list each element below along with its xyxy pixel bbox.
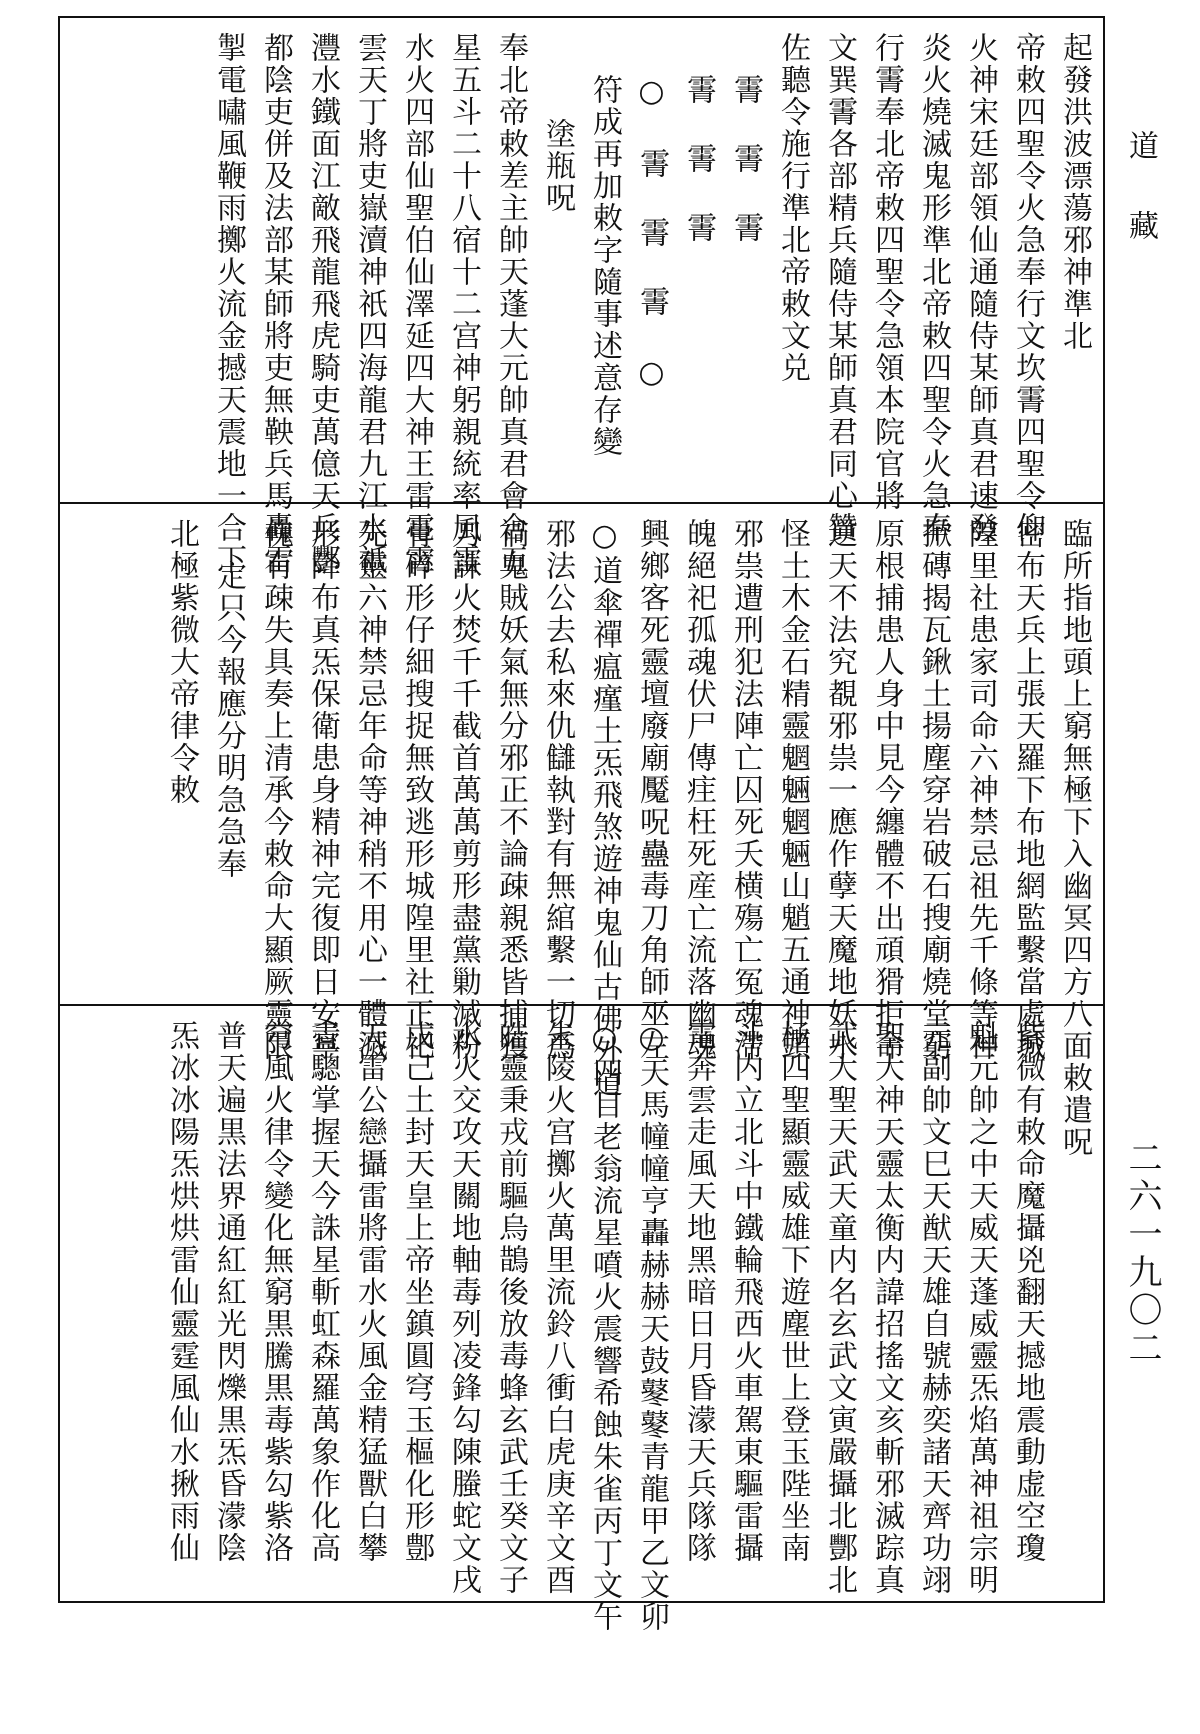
- text-column: 雲天丁將吏嶽瀆神祇四海龍君九江水祇: [352, 32, 387, 576]
- text-column: 掣電嘯風鞭雨擲火流金撼天震地一合下: [211, 32, 246, 576]
- text-column: 傀有疎失具奏上清承今敕命大顯厥靈限: [258, 518, 293, 1062]
- text-column: 符成再加敕字隨事述意存變: [587, 74, 622, 458]
- text-column: 䨝 䨝 䨝: [681, 74, 716, 244]
- text-column: 文巽䨝各部精兵隨侍某師真君同心贊: [822, 32, 857, 544]
- text-column: 戊己土封天皇上帝坐鎮圓穹玉樞化形鄷: [399, 1020, 434, 1564]
- text-column: 灃水鐵面江敵飛龍飛虎騎吏萬億天兵酆: [305, 32, 340, 576]
- text-column: 起發洪波漂蕩邪神準北: [1057, 32, 1092, 352]
- text-column: 怪土木金石精靈魍魎魍魎山魈五通神頭: [775, 518, 810, 1062]
- text-column: 魁元帥之中天威天蓬威靈炁焰萬神祖宗明: [963, 1020, 998, 1596]
- text-column: 逆天不法究覩邪祟一應作孽天魔地妖水: [822, 518, 857, 1062]
- text-column: 武大聖天武天童内名玄武文寅嚴攝北酆北: [822, 1020, 857, 1596]
- text-column: 密布天兵上張天羅下布地網監繫當處城: [1010, 518, 1045, 1062]
- text-column: 朱陵火宫擲火萬里流鈴八衝白虎庚辛文酉: [540, 1020, 575, 1596]
- text-column: 火神宋廷部領仙通隨侍某師真君速發: [963, 32, 998, 544]
- text-column: 斗内立北斗中鐵輪飛西火車駕東驅雷攝: [728, 1020, 763, 1564]
- text-column: 炎火燒滅鬼形準北帝敕四聖令火急奉: [916, 32, 951, 544]
- text-column: 定只今報應分明急急奉: [211, 560, 246, 880]
- text-column: ○四目老翁流星噴火震響希蝕朱雀丙丁文午: [587, 1020, 622, 1633]
- text-column: 行䨝奉北帝敕四聖令急領本院官將: [869, 32, 904, 512]
- margin-source-title: 道藏: [1123, 130, 1158, 290]
- text-column: 先靈六神禁忌年命等神稍不用心一體滅: [352, 518, 387, 1062]
- text-column: 青驄掌握天今誅星斬虹森羅萬象作化高: [305, 1020, 340, 1564]
- text-column: 穹風火律令變化無窮黒騰黒毒紫勾紫洛: [258, 1020, 293, 1564]
- text-column: 電奔雲走風天地黑暗日月昏濛天兵隊隊: [681, 1020, 716, 1564]
- text-column: 骨碎形仔細搜捉無致逃形城隍里社正祀: [399, 518, 434, 1062]
- register-middle: [60, 504, 1103, 1099]
- register-bottom: [60, 1006, 1103, 1633]
- text-column: ○天馬幢幢亨轟赫赫天鼓鼕鼕青龍甲乙文卯: [634, 1020, 669, 1633]
- text-column: 敕遣呪: [1057, 1062, 1092, 1158]
- text-column: 極四聖顯靈威雄下遊塵世上登玉陛坐南: [775, 1020, 810, 1564]
- register-top: [60, 18, 1103, 576]
- text-column: 聖大神天靈太衡内諱招搖文亥斬邪滅踪真: [869, 1020, 904, 1596]
- text-column: 普天遍黒法界通紅紅光閃爍黒炁昏濛陰: [211, 1020, 246, 1564]
- text-column: 邪法公去私來仇讎執對有無綰繫一切爲: [540, 518, 575, 1062]
- text-column: 掀磚揭瓦鍬土揚塵穿岩破石搜廟燒堂窮: [916, 518, 951, 1062]
- text-column: 紫微有敕命魔攝兇翻天撼地震動虚空瓊: [1010, 1020, 1045, 1564]
- text-column: ○ 䨝 䨝 䨝 ○: [634, 74, 669, 392]
- text-column: 隍里社患家司命六神禁忌祖先千條等神: [963, 518, 998, 1062]
- text-column: 䨝 䨝 䨝: [728, 74, 763, 244]
- text-column: 邪祟遭刑犯法陣亡囚死夭横殤亡冤魂滯: [728, 518, 763, 1062]
- text-column: 魄絕祀孤魂伏尸傳疰枉死産亡流落幽魂: [681, 518, 716, 1062]
- text-column: 臨所指地頭上窮無極下入幽冥四方八面: [1057, 518, 1092, 1062]
- text-column: 佐聽令施行準北帝敕文兑: [775, 32, 810, 384]
- text-column: 禍鬼賊妖氣無分邪正不論疎親悉皆捕獲: [493, 518, 528, 1062]
- text-column: 皓靈秉戎前驅烏鵲後放毒蜂玄武壬癸文子: [493, 1020, 528, 1596]
- text-column: 都陰吏併及法部某師將吏無鞅兵馬轟雷: [258, 32, 293, 576]
- text-column: 帝敕四聖令火急奉行文坎䨝四聖令仰: [1010, 32, 1045, 544]
- text-column: 刀誅火焚千千截首萬萬剪形盡黨勦滅粉: [446, 518, 481, 1062]
- text-column: 奉北帝敕差主帥天蓬大元帥真君會合五: [493, 32, 528, 576]
- text-column: 原根捕患人身中見今纏體不出頑猾拒命: [869, 518, 904, 1062]
- text-column: ○道傘禪瘟瘽土炁飛煞遊神鬼仙古佛外道: [587, 518, 622, 1099]
- text-column: 天雷公戀攝雷將雷水火風金精猛獸白攀: [352, 1020, 387, 1564]
- text-column: 炁冰冰陽炁烘烘雷仙靈霆風仙水揪雨仙: [164, 1020, 199, 1564]
- text-column: 形降布真炁保衛患身精神完復即日安寧: [305, 518, 340, 1062]
- text-column: 北極紫微大帝律令敕: [164, 518, 199, 806]
- text-column: 星五斗二十八宿十二宫神躬親統率風雷: [446, 32, 481, 576]
- text-frame: [58, 16, 1105, 1633]
- text-column: 水火四部仙聖伯仙澤延四大神王雷電霄: [399, 32, 434, 576]
- text-column: 元副帥文巳天猷天雄自號赫奕諸天齊功翊: [916, 1020, 951, 1596]
- text-column: 興鄉客死靈壇廢廟魘呪蠱毒刀角師巫左: [634, 518, 669, 1062]
- margin-page-number: 二六一九〇二: [1122, 1140, 1162, 1368]
- text-column: 水火交攻天關地軸毒列凌鋒勾陳螣蛇文戌: [446, 1020, 481, 1596]
- text-column: 塗瓶呪: [540, 118, 575, 214]
